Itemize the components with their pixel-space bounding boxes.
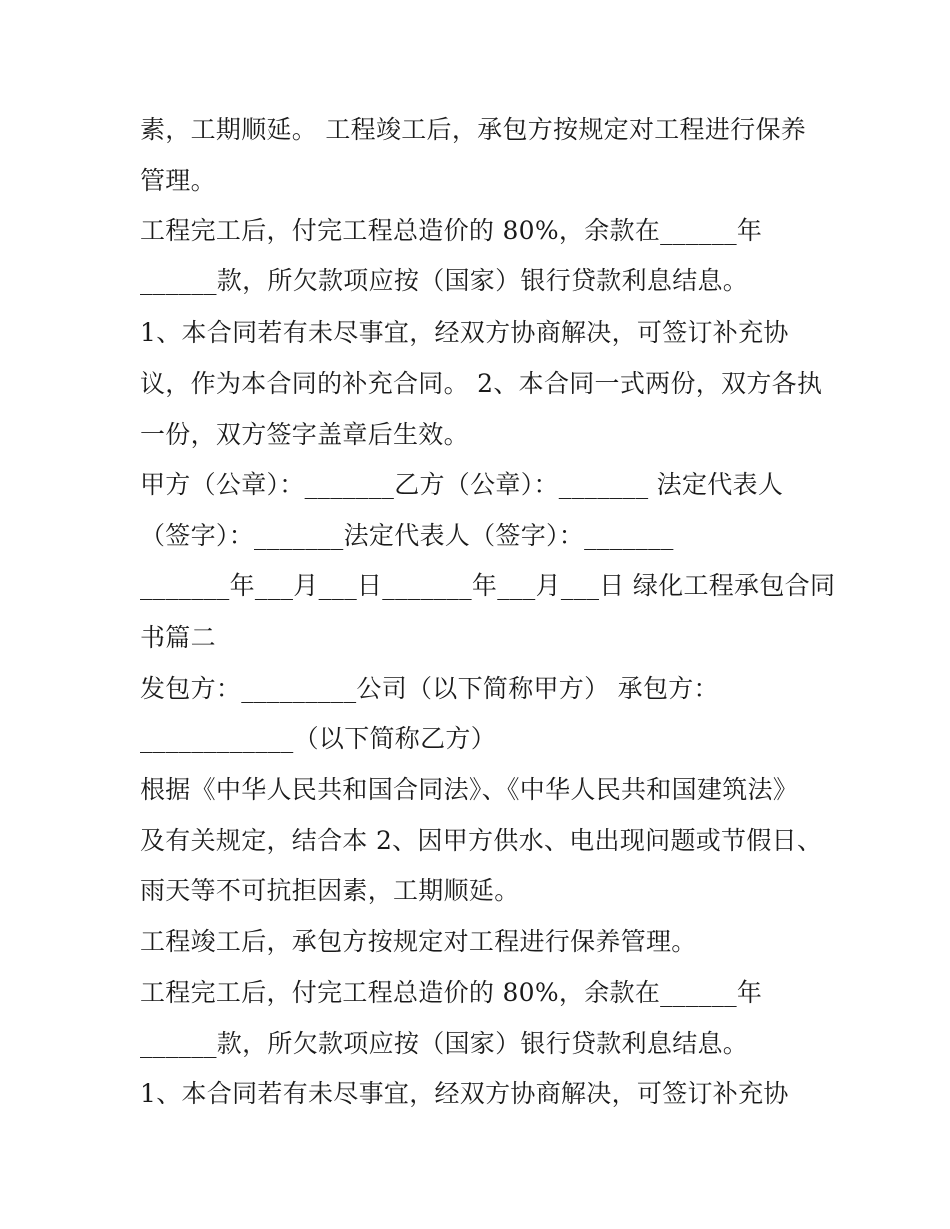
text-line: 雨天等不可抗拒因素，工期顺延。 — [140, 876, 520, 905]
text-line: 及有关规定，结合本 2、因甲方供水、电出现问题或节假日、 — [140, 826, 823, 855]
text-line: ____________（以下简称乙方） — [140, 724, 497, 753]
text-line: 议，作为本合同的补充合同。 2、本合同一式两份，双方各执 — [140, 369, 823, 398]
text-line: 1、本合同若有未尽事宜，经双方协商解决，可签订补充协 — [140, 318, 789, 347]
text-line: （签字）：_______法定代表人（签字）：_______ — [140, 521, 674, 550]
text-line: 一份，双方签字盖章后生效。 — [140, 420, 469, 449]
text-line: 工程完工后，付完工程总造价的 80%，余款在______年 — [140, 216, 763, 245]
text-line: 发包方：_________公司（以下简称甲方） 承包方： — [140, 674, 719, 703]
text-line: _______年___月___日_______年___月___日 绿化工程承包合同 — [140, 571, 836, 600]
text-line: 根据《中华人民共和国合同法》、《中华人民共和国建筑法》 — [140, 775, 799, 804]
text-line: 书篇二 — [140, 623, 216, 652]
text-line: 素，工期顺延。 工程竣工后，承包方按规定对工程进行保养 — [140, 115, 807, 144]
text-line: 工程竣工后，承包方按规定对工程进行保养管理。 — [140, 927, 697, 956]
text-line: 管理。 — [140, 166, 216, 195]
text-line: 1、本合同若有未尽事宜，经双方协商解决，可签订补充协 — [140, 1079, 789, 1108]
text-line: 甲方（公章）：_______乙方（公章）：_______ 法定代表人 — [140, 470, 784, 499]
text-line: ______款，所欠款项应按（国家）银行贷款利息结息。 — [140, 1029, 749, 1058]
text-line: ______款，所欠款项应按（国家）银行贷款利息结息。 — [140, 266, 749, 295]
text-line: 工程完工后，付完工程总造价的 80%，余款在______年 — [140, 978, 763, 1007]
